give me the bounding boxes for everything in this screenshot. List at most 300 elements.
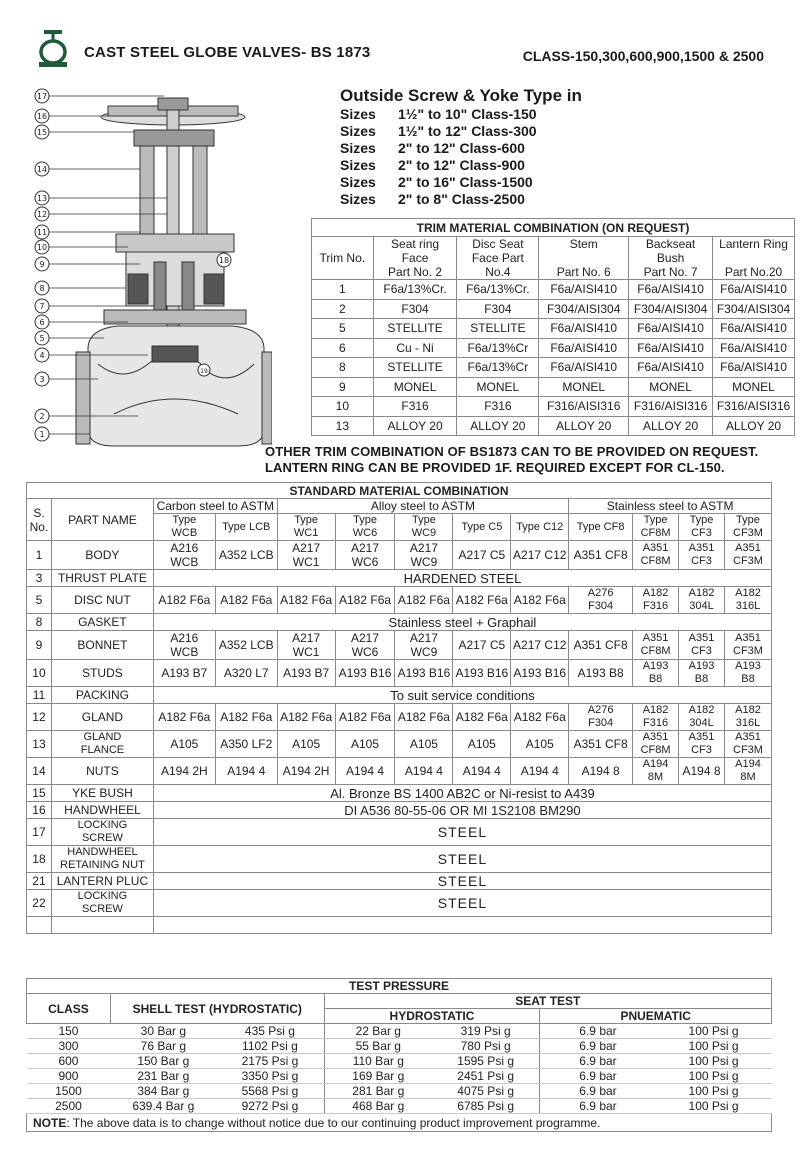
table-row (27, 731, 772, 758)
cell-line: A182 F6a (513, 710, 566, 724)
material-cell (335, 631, 395, 660)
table-cell: ALLOY 20 (713, 416, 795, 436)
cell-line: A194 8 (682, 764, 721, 778)
material-cell (724, 631, 771, 660)
trim-column-header (373, 237, 457, 280)
alloy-steel-header: Alloy steel to ASTM (277, 499, 569, 514)
material-cell (569, 660, 633, 687)
table-cell: F6a/13%Cr (457, 338, 539, 358)
cell-line: A182 F6a (280, 593, 333, 607)
table-cell: STELLITE (457, 319, 539, 339)
part-name-cell (51, 570, 153, 587)
stainless-steel-header: Stainless steel to ASTM (569, 499, 772, 514)
part-name-cell (51, 819, 153, 846)
shell-test-header: SHELL TEST (HYDROSTATIC) (110, 994, 324, 1024)
cell-line: A193 B16 (455, 666, 509, 680)
sno-header: S. No. (27, 499, 52, 541)
material-cell: STEEL (153, 819, 771, 846)
table-cell: 900 (27, 1069, 111, 1084)
cell-line: A217 WC6 (351, 541, 380, 569)
cell-line: 8M (740, 771, 756, 783)
trim-column-header (457, 237, 539, 280)
cell-line: A351 (735, 632, 761, 644)
table-row (27, 1069, 772, 1084)
cell-line: Lantern Ring (719, 237, 788, 251)
test-caption: TEST PRESSURE (27, 979, 772, 994)
callout-6: 6 (39, 318, 45, 327)
cell-line: A193 (735, 660, 761, 672)
table-cell: 6.9 bar (540, 1039, 656, 1054)
material-cell (633, 660, 679, 687)
cell-line: DISC NUT (74, 593, 131, 607)
material-cell (569, 704, 633, 731)
table-row (312, 358, 795, 378)
part-name-cell (51, 846, 153, 873)
cell-line: A182 F6a (339, 593, 392, 607)
cell-line: A193 (642, 660, 669, 672)
material-cell (395, 731, 453, 758)
table-cell: STELLITE (373, 319, 457, 339)
table-row (27, 1039, 772, 1054)
cell-line: A351 (642, 542, 669, 554)
material-cell (511, 587, 569, 614)
cell-line: F316 (643, 600, 669, 612)
cell-line: A193 B7 (161, 666, 208, 680)
table-row (27, 587, 772, 614)
table-cell: 110 Bar g (324, 1054, 432, 1069)
cell-line: A351 CF8 (573, 737, 628, 751)
material-cell (153, 731, 215, 758)
cell-line: A276 (587, 587, 614, 599)
table-cell: F316 (457, 397, 539, 417)
callout-19: 19 (200, 368, 208, 375)
material-cell (215, 660, 277, 687)
table-cell: 319 Psi g (432, 1024, 540, 1039)
cell-line: A182 F6a (397, 593, 450, 607)
trim-notes (265, 444, 795, 476)
table-cell: 9272 Psi g (216, 1099, 324, 1114)
table-cell: F6a/AISI410 (713, 358, 795, 378)
cell-line: A194 8 (581, 764, 620, 778)
table-cell: F6a/13%Cr. (373, 280, 457, 300)
table-row (312, 299, 795, 319)
cell-line: A351 (688, 731, 715, 743)
material-cell (215, 631, 277, 660)
table-cell: 8 (312, 358, 374, 378)
empty-cell (51, 917, 153, 934)
table-cell: 100 Psi g (656, 1084, 772, 1099)
callout-1: 1 (39, 430, 45, 439)
sizes-block (340, 86, 790, 208)
cell-line: Type C5 (461, 520, 503, 533)
material-cell (277, 631, 335, 660)
cell-line: A182 (642, 704, 669, 716)
sno-cell: 17 (27, 819, 52, 846)
table-cell: 281 Bar g (324, 1084, 432, 1099)
table-cell: MONEL (629, 377, 713, 397)
size-row: Sizes 1½" to 12" Class-300 (340, 123, 537, 139)
cell-line: A182 F6a (513, 593, 566, 607)
cell-line: Type (172, 514, 197, 526)
table-cell: F6a/AISI410 (539, 358, 629, 378)
sno-cell: 15 (27, 785, 52, 802)
disclaimer-note: NOTE: The above data is to change without notice due to our continuing product improvement programme. (27, 1114, 772, 1132)
material-cell (633, 758, 679, 785)
material-cell (335, 660, 395, 687)
cell-line: CF3M (733, 555, 763, 567)
cell-line: A105 (292, 737, 321, 751)
cell-line: A217 WC1 (292, 541, 321, 569)
table-cell: MONEL (713, 377, 795, 397)
cell-line: LOCKING (77, 819, 128, 831)
part-name-cell (51, 758, 153, 785)
material-cell (679, 731, 725, 758)
material-cell (277, 587, 335, 614)
sno-cell: 22 (27, 890, 52, 917)
cell-line: 304L (689, 600, 714, 612)
material-cell (453, 660, 511, 687)
table-row (27, 917, 772, 934)
table-cell: 150 Bar g (110, 1054, 216, 1069)
table-cell: 6.9 bar (540, 1069, 656, 1084)
table-cell: ALLOY 20 (373, 416, 457, 436)
cell-line: Part No. 2 (388, 265, 443, 279)
cell-line: A193 B7 (283, 666, 330, 680)
table-cell: F304/AISI304 (629, 299, 713, 319)
material-cell (511, 660, 569, 687)
cell-line: F304 (588, 600, 614, 612)
cell-line: Disc Seat (472, 237, 524, 251)
cell-line: CF8M (640, 527, 671, 539)
table-row (27, 687, 772, 704)
material-cell (153, 541, 215, 570)
cell-line: A194 4 (520, 764, 559, 778)
test-pressure-table (26, 978, 772, 1132)
cell-line: A352 LCB (218, 638, 274, 652)
cell-line: A105 (351, 737, 380, 751)
table-cell: F6a/AISI410 (713, 280, 795, 300)
cell-line: A182 F6a (455, 593, 508, 607)
cell-line: A217 C12 (513, 548, 567, 562)
material-cell (335, 704, 395, 731)
cell-line: A193 B16 (338, 666, 392, 680)
cell-line: Type LCB (222, 520, 271, 533)
table-row (312, 280, 795, 300)
cell-line: A217 WC6 (351, 631, 380, 659)
cell-line: A320 L7 (223, 666, 269, 680)
material-cell (724, 731, 771, 758)
cell-line: A350 LF2 (220, 737, 273, 751)
type-header (724, 514, 771, 541)
table-cell: 2 (312, 299, 374, 319)
table-row (27, 758, 772, 785)
cell-line: CF8M (640, 744, 671, 756)
pneumatic-header: PNUEMATIC (540, 1009, 772, 1024)
cell-line: Type (736, 514, 760, 526)
cell-line: A217 WC1 (292, 631, 321, 659)
table-cell: F316/AISI316 (539, 397, 629, 417)
cell-line: CF3 (691, 555, 712, 567)
type-header (277, 514, 335, 541)
standard-material-table (26, 482, 772, 934)
table-cell: 6 (312, 338, 374, 358)
material-cell (277, 731, 335, 758)
sno-cell: 8 (27, 614, 52, 631)
callout-5: 5 (39, 334, 45, 343)
material-cell (215, 704, 277, 731)
part-name-cell (51, 802, 153, 819)
material-cell (395, 758, 453, 785)
sno-cell: 12 (27, 704, 52, 731)
cell-line: Type (353, 514, 377, 526)
callout-16: 16 (36, 112, 48, 121)
cell-line: A105 (525, 737, 554, 751)
sno-cell: 1 (27, 541, 52, 570)
part-name-cell (51, 587, 153, 614)
material-cell (215, 587, 277, 614)
cell-line: Type (294, 514, 319, 526)
table-row (312, 338, 795, 358)
cell-line: A352 LCB (218, 548, 274, 562)
table-cell: 100 Psi g (656, 1024, 772, 1039)
empty-cell (153, 917, 771, 934)
cell-line: A351 (688, 542, 715, 554)
class-header: CLASS (27, 994, 111, 1024)
table-row (27, 614, 772, 631)
cell-line: A217 C5 (458, 638, 506, 652)
cell-line: A193 B8 (577, 666, 624, 680)
table-row (27, 570, 772, 587)
cell-line: WC1 (293, 527, 319, 539)
cell-line: A194 2H (282, 764, 330, 778)
cell-line: A194 4 (346, 764, 385, 778)
material-cell (633, 631, 679, 660)
cell-line: 316L (735, 600, 761, 612)
material-cell (511, 541, 569, 570)
material-cell (335, 541, 395, 570)
material-cell (679, 704, 725, 731)
cell-line: A182 F6a (158, 593, 211, 607)
table-row (312, 319, 795, 339)
callout-15: 15 (36, 128, 48, 137)
table-cell: 639.4 Bar g (110, 1099, 216, 1114)
cell-line: Part No. 7 (643, 265, 698, 279)
table-cell: 5 (312, 319, 374, 339)
cell-line: A194 4 (227, 764, 266, 778)
cell-line: A351 (642, 731, 669, 743)
table-cell: 2500 (27, 1099, 111, 1114)
material-cell (633, 731, 679, 758)
table-cell: 6.9 bar (540, 1054, 656, 1069)
part-name-cell (51, 704, 153, 731)
table-cell: 6.9 bar (540, 1099, 656, 1114)
table-cell: MONEL (457, 377, 539, 397)
cell-line: A182 F6a (220, 593, 273, 607)
table-cell: 22 Bar g (324, 1024, 432, 1039)
seat-test-header: SEAT TEST (324, 994, 771, 1009)
material-cell (215, 758, 277, 785)
material-cell (453, 541, 511, 570)
table-cell: F316/AISI316 (713, 397, 795, 417)
callout-4: 4 (39, 351, 45, 360)
cell-line: 8M (647, 771, 664, 783)
cell-line: 304L (689, 717, 714, 729)
material-cell (153, 704, 215, 731)
material-cell (215, 541, 277, 570)
table-cell: 55 Bar g (324, 1039, 432, 1054)
sno-cell: 9 (27, 631, 52, 660)
table-row (27, 1099, 772, 1114)
table-cell: 6.9 bar (540, 1084, 656, 1099)
material-cell (679, 631, 725, 660)
cell-line: Face (401, 251, 429, 265)
material-cell (453, 704, 511, 731)
table-row (27, 802, 772, 819)
table-cell: ALLOY 20 (539, 416, 629, 436)
cell-line: A217 C12 (513, 638, 567, 652)
material-cell (724, 660, 771, 687)
hydrostatic-header: HYDROSTATIC (324, 1009, 540, 1024)
table-row (312, 416, 795, 436)
table-row (27, 846, 772, 873)
material-cell: STEEL (153, 873, 771, 890)
table-cell: MONEL (373, 377, 457, 397)
material-cell (679, 758, 725, 785)
empty-cell (27, 917, 52, 934)
table-row (27, 819, 772, 846)
material-cell (453, 758, 511, 785)
table-cell: 169 Bar g (324, 1069, 432, 1084)
cell-line: A194 (642, 758, 669, 770)
table-row (312, 377, 795, 397)
table-cell: ALLOY 20 (629, 416, 713, 436)
cell-line: A351 CF8 (573, 638, 628, 652)
callout-8: 8 (39, 284, 45, 293)
table-cell: Cu - Ni (373, 338, 457, 358)
material-cell (679, 541, 725, 570)
table-cell: 1102 Psi g (216, 1039, 324, 1054)
callout-17: 17 (36, 92, 48, 101)
sno-cell: 3 (27, 570, 52, 587)
material-cell (215, 731, 277, 758)
cell-line: F316 (643, 717, 669, 729)
cell-line: WCB (171, 527, 198, 539)
cell-line: CF3 (691, 645, 712, 657)
table-cell: 2175 Psi g (216, 1054, 324, 1069)
cell-line: A193 B16 (397, 666, 451, 680)
table-row (27, 1084, 772, 1099)
material-cell: To suit service conditions (153, 687, 771, 704)
material-cell (277, 704, 335, 731)
material-cell (277, 660, 335, 687)
type-header (679, 514, 725, 541)
table-cell: 6785 Psi g (432, 1099, 540, 1114)
table-cell: 435 Psi g (216, 1024, 324, 1039)
material-cell: STEEL (153, 890, 771, 917)
material-cell (569, 541, 633, 570)
cell-line: A182 F6a (455, 710, 508, 724)
cell-line: LANTERN PLUC (56, 874, 149, 888)
size-row: Sizes 2" to 12" Class-600 (340, 140, 525, 156)
cell-line: THRUST PLATE (57, 571, 147, 585)
material-cell (277, 541, 335, 570)
sno-cell: 5 (27, 587, 52, 614)
material-cell (153, 758, 215, 785)
part-name-cell (51, 890, 153, 917)
table-cell: F304/AISI304 (539, 299, 629, 319)
trim-column-header (312, 237, 374, 280)
cell-line: Part No.20 (724, 265, 783, 279)
table-cell: 150 (27, 1024, 111, 1039)
trim-caption: TRIM MATERIAL COMBINATION (ON REQUEST) (312, 219, 795, 237)
cell-line: Type (643, 514, 668, 526)
callout-12: 12 (36, 210, 48, 219)
table-cell: F6a/AISI410 (629, 319, 713, 339)
callout-18: 18 (218, 256, 230, 265)
cell-line: CF3M (733, 645, 763, 657)
material-cell (335, 731, 395, 758)
material-cell (724, 758, 771, 785)
page-title: CAST STEEL GLOBE VALVES- BS 1873 (84, 44, 371, 61)
cell-line: WC9 (411, 527, 437, 539)
material-cell (395, 541, 453, 570)
part-name-header: PART NAME (51, 499, 153, 541)
material-cell (511, 631, 569, 660)
table-cell: 100 Psi g (656, 1039, 772, 1054)
material-cell (395, 631, 453, 660)
table-cell: F316 (373, 397, 457, 417)
material-cell (724, 587, 771, 614)
cell-line: B8 (694, 673, 709, 685)
table-row (27, 873, 772, 890)
type-header (395, 514, 453, 541)
material-cell (335, 758, 395, 785)
material-cell (395, 587, 453, 614)
part-name-cell (51, 660, 153, 687)
material-cell (569, 631, 633, 660)
part-name-cell (51, 541, 153, 570)
table-cell: 30 Bar g (110, 1024, 216, 1039)
material-cell: Stainless steel + Graphail (153, 614, 771, 631)
cell-line: Bush (656, 251, 685, 265)
table-cell: 100 Psi g (656, 1069, 772, 1084)
table-cell: F6a/AISI410 (629, 280, 713, 300)
material-cell (511, 758, 569, 785)
table-cell: 1 (312, 280, 374, 300)
cell-line: LOCKING (77, 890, 128, 902)
cell-line: Face Part (471, 251, 524, 265)
material-cell (569, 587, 633, 614)
sno-cell: 21 (27, 873, 52, 890)
page-header (0, 0, 800, 80)
callout-3: 3 (39, 375, 45, 384)
sno-cell: 11 (27, 687, 52, 704)
table-cell: F6a/AISI410 (539, 280, 629, 300)
table-cell: F304 (457, 299, 539, 319)
cell-line: A217 WC9 (409, 631, 438, 659)
class-range: CLASS-150,300,600,900,1500 & 2500 (522, 48, 764, 64)
table-cell: 4075 Psi g (432, 1084, 540, 1099)
cell-line: A216 WCB (170, 631, 199, 659)
cell-line: Type (411, 514, 436, 526)
cell-line: Type CF8 (576, 520, 625, 533)
trim-column-header (713, 237, 795, 280)
material-cell (633, 541, 679, 570)
callout-7: 7 (39, 302, 45, 311)
table-row (27, 1054, 772, 1069)
material-cell (569, 758, 633, 785)
cell-line: A217 WC9 (409, 541, 438, 569)
